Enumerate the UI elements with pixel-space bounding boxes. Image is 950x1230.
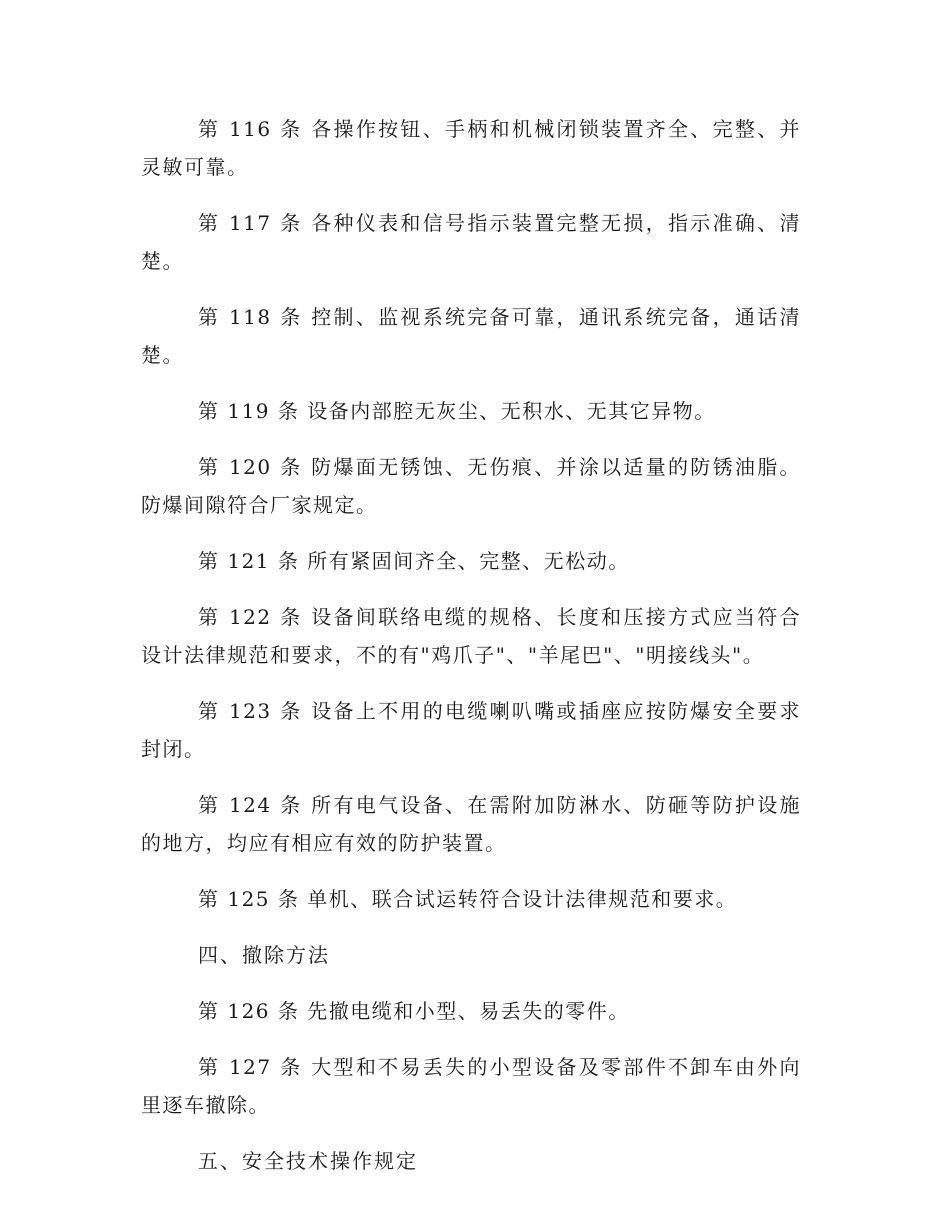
article-117: 第 117 条 各种仪表和信号指示装置完整无损，指示准确、清楚。 (141, 211, 801, 273)
section-heading-safety-rules: 五、安全技术操作规定 (198, 1149, 418, 1173)
article-126: 第 126 条 先撤电缆和小型、易丢失的零件。 (198, 999, 630, 1023)
document-page (141, 110, 801, 1198)
article-118: 第 118 条 控制、监视系统完备可靠，通讯系统完备，通话清楚。 (141, 305, 801, 367)
article-125: 第 125 条 单机、联合试运转符合设计法律规范和要求。 (198, 887, 738, 911)
article-116: 第 116 条 各操作按钮、手柄和机械闭锁装置齐全、完整、并灵敏可靠。 (141, 117, 801, 179)
article-127: 第 127 条 大型和不易丢失的小型设备及零部件不卸车由外向里逐车撤除。 (141, 1055, 801, 1117)
section-heading-removal-method: 四、撤除方法 (198, 943, 330, 967)
article-123: 第 123 条 设备上不用的电缆喇叭嘴或插座应按防爆安全要求封闭。 (141, 699, 801, 761)
article-119: 第 119 条 设备内部腔无灰尘、无积水、无其它异物。 (198, 399, 716, 423)
article-124: 第 124 条 所有电气设备、在需附加防淋水、防砸等防护设施的地方，均应有相应有效的防护装置。 (141, 793, 801, 855)
article-120: 第 120 条 防爆面无锈蚀、无伤痕、并涂以适量的防锈油脂。防爆间隙符合厂家规定。 (141, 455, 801, 517)
article-121: 第 121 条 所有紧固间齐全、完整、无松动。 (198, 549, 630, 573)
article-122: 第 122 条 设备间联络电缆的规格、长度和压接方式应当符合设计法律规范和要求，不的有"鸡爪子"、"羊尾巴"、"明接线头"。 (141, 605, 801, 667)
